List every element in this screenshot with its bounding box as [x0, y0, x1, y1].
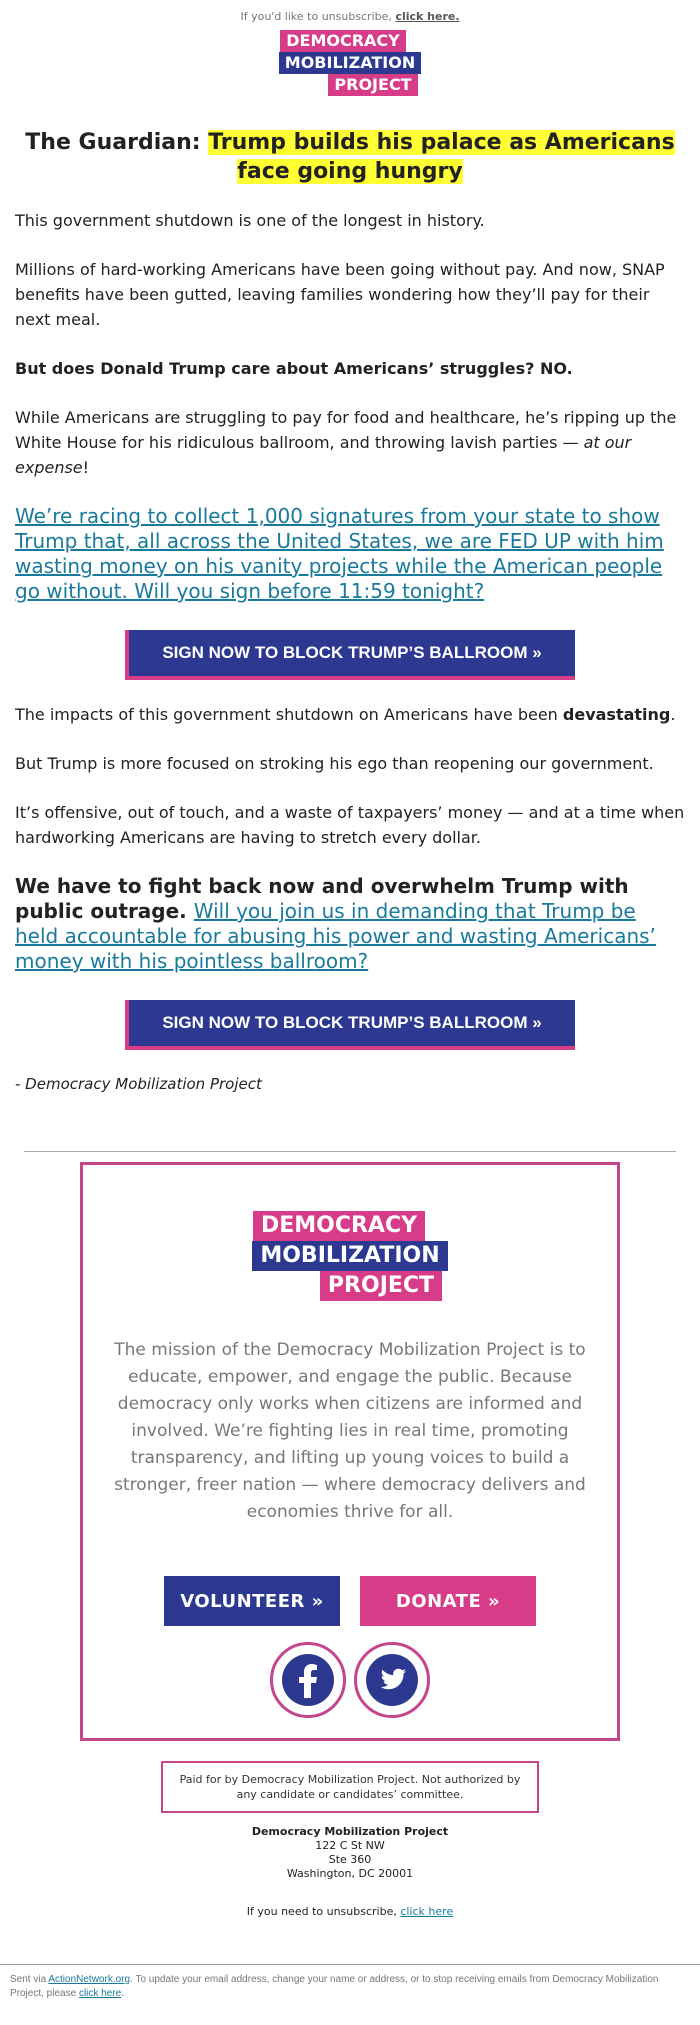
- demand-accountability-link[interactable]: Will you join us in demanding that Trump be held accountable for abusing his power and wasting Americans’ money with his pointless ballroom?: [15, 899, 656, 973]
- body-paragraph-6: But Trump is more focused on stroking his ego than reopening our government.: [15, 754, 654, 773]
- signature: - Democracy Mobilization Project: [15, 1075, 262, 1093]
- logo-line-project: PROJECT: [320, 1271, 442, 1301]
- email-footer: Sent via ActionNetwork.org. To update your email address, change your name or address, or to stop receiving emails from Democracy Mobilization Project, please click here.: [0, 1964, 700, 2009]
- logo-line-mobilization: MOBILIZATION: [279, 52, 421, 74]
- twitter-button[interactable]: [354, 1642, 430, 1718]
- footer-click-here-link[interactable]: click here: [78, 1988, 122, 1999]
- body-paragraph-3: But does Donald Trump care about Americans’ struggles? NO.: [15, 359, 573, 378]
- paid-for-disclaimer: Paid for by Democracy Mobilization Project. Not authorized by any candidate or candidates’ committee.: [161, 1761, 539, 1813]
- body-paragraph-4: While Americans are struggling to pay for food and healthcare, he’s ripping up the White House for his ridiculous ballroom, and throwing lavish parties — at our expense!: [15, 408, 677, 477]
- headline-highlight: Trump builds his palace as Americans face going hungry: [208, 130, 675, 184]
- petition-link[interactable]: We’re racing to collect 1,000 signatures from your state to show Trump that, all across the United States, we are FED UP with him wasting money on his vanity projects while the American people go without. Will you sign before 11:59 tonight?: [15, 504, 664, 603]
- facebook-button[interactable]: [270, 1642, 346, 1718]
- logo-line-project: PROJECT: [328, 74, 417, 96]
- mailing-address: Democracy Mobilization Project 122 C St NW Ste 360 Washington, DC 20001: [251, 1825, 449, 1880]
- body-content: [0, 208, 700, 604]
- bottom-unsubscribe-link[interactable]: click here: [400, 1905, 454, 1918]
- mission-statement: The mission of the Democracy Mobilization Project is to educate, empower, and engage the public. Because democracy only works when citizens are informed and involved. We’re fighting lies in real time, promoting transparency, and lifting up young voices to build a stronger, freer nation — where democracy delivers and economies thrive for all.: [114, 1340, 586, 1522]
- body-paragraph-2: Millions of hard-working Americans have been going without pay. And now, SNAP benefits have been gutted, leaving families wondering how they’ll pay for their next meal.: [15, 260, 665, 329]
- body-paragraph-7: It’s offensive, out of touch, and a waste of taxpayers’ money — and at a time when hardworking Americans are having to stretch every dollar.: [15, 803, 685, 847]
- volunteer-button[interactable]: VOLUNTEER »: [164, 1576, 340, 1626]
- donate-button[interactable]: DONATE »: [360, 1576, 536, 1626]
- card-logo: [113, 1211, 587, 1301]
- fight-back-paragraph: We have to fight back now and overwhelm Trump with public outrage. Will you join us in demanding that Trump be held accountable for abusing his power and wasting Americans’ money with his pointless ballroom?: [15, 874, 656, 973]
- top-unsubscribe-link[interactable]: click here.: [395, 10, 460, 23]
- action-network-link[interactable]: ActionNetwork.org: [48, 1974, 131, 1985]
- body-paragraph-1: This government shutdown is one of the longest in history.: [15, 211, 485, 230]
- logo-line-democracy: DEMOCRACY: [253, 1211, 425, 1241]
- body-content-2: [0, 702, 700, 974]
- logo-line-mobilization: MOBILIZATION: [252, 1241, 447, 1271]
- headline: The Guardian: Trump builds his palace as Americans face going hungry: [25, 130, 675, 184]
- twitter-icon: [366, 1654, 418, 1706]
- header-logo: [0, 30, 700, 96]
- mission-card: [80, 1162, 620, 1741]
- body-paragraph-5: The impacts of this government shutdown on Americans have been devastating.: [15, 705, 676, 724]
- sign-now-button-2[interactable]: SIGN NOW TO BLOCK TRUMP’S BALLROOM »: [125, 1000, 575, 1050]
- facebook-icon: [282, 1654, 334, 1706]
- logo-line-democracy: DEMOCRACY: [280, 30, 406, 52]
- top-unsubscribe: If you'd like to unsubscribe, click here.: [240, 10, 460, 23]
- bottom-unsubscribe: If you need to unsubscribe, click here: [246, 1905, 454, 1918]
- sign-now-button-1[interactable]: SIGN NOW TO BLOCK TRUMP’S BALLROOM »: [125, 630, 575, 680]
- divider: [24, 1151, 676, 1152]
